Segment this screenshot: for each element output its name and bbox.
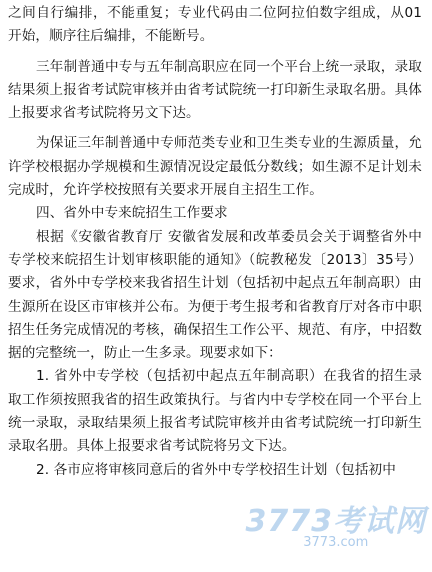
paragraph-item-1: 1. 省外中专学校（包括初中起点五年制高职）在我省的招生录取工作须按照我省的招生政策执行。与省内中专学校在同一个平台上统一录取，录取结果须上报省考试院审核并由省考试院统一打印新生录取名册。具体上报要求省考试院将另文下达。 — [8, 368, 422, 455]
paragraph-notice-requirements: 根据《安徽省教育厅 安徽省发展和改革委员会关于调整省外中专学校来皖招生计划审核职能的通知》（皖教秘发〔2013〕35号）要求，省外中专学校来我省招生计划（包括初中起点五年制高职）由生源所在设区市审核并公布。为便于考生报考和省教育厅对各市中职招生任务完成情况的考核，确保招生工作公平、规范、有序，中招数据的完整统一，防止一生多录。现要求如下： — [8, 228, 422, 362]
site-watermark-logo — [246, 506, 427, 550]
watermark-main-text: 3773考试网 — [245, 504, 426, 539]
section-heading-four: 四、省外中专来皖招生工作要求 — [36, 205, 228, 222]
paragraph-item-2: 2. 各市应将审核同意后的省外中专学校招生计划（包括初中 — [36, 461, 396, 478]
paragraph-unified-admission: 三年制普通中专与五年制高职应在同一个平台上统一录取，录取结果须上报省考试院审核并由省考试院统一打印新生录取名册。具体上报要求省考试院将另文下达。 — [8, 58, 422, 122]
paragraph-enrollment-quality: 为保证三年制普通中专师范类专业和卫生类专业的生源质量，允许学校根据办学规模和生源情况设定最低分数线；如生源不足计划未完成时，允许学校按照有关要求开展自主招生工作。 — [8, 135, 422, 199]
watermark-sub-text: 3773.com — [303, 535, 369, 550]
document-body — [8, 2, 422, 482]
paragraph-code-rules: 之间自行编排，不能重复；专业代码由二位阿拉伯数字组成，从01开始，顺序往后编排，不能断号。 — [8, 5, 422, 45]
